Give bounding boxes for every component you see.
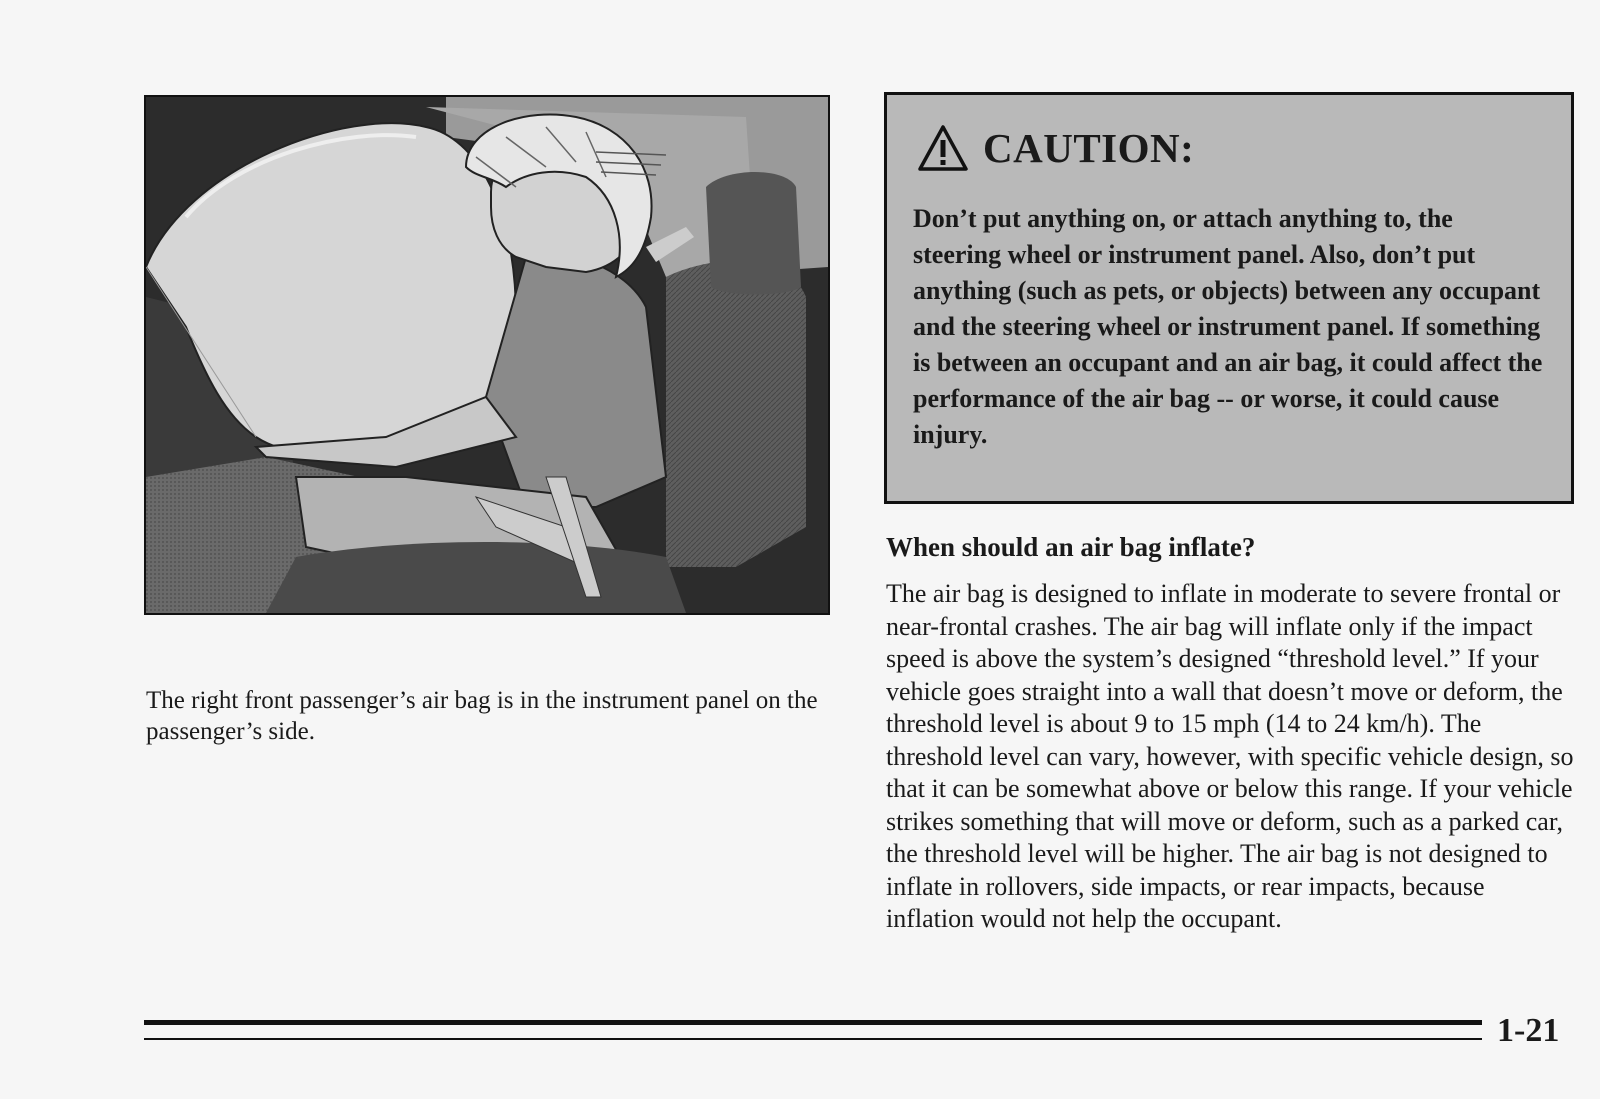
figure-caption: The right front passenger’s air bag is in the instrument panel on the passenger’s side. (146, 687, 818, 745)
caution-title: CAUTION: (983, 125, 1195, 171)
caution-text: Don’t put anything on, or attach anything to, the steering wheel or instrument panel. Also, don’t put anything (such as pets, or objects) between any occupant and the steering wheel or instrument panel. If something is between an occupant and an air bag, it could affect the performance of the air bag -- or worse, it could cause injury. (913, 204, 1543, 449)
warning-triangle-icon (917, 124, 969, 172)
page-number: 1-21 (1497, 1012, 1560, 1049)
footer-rule-thin (144, 1038, 1482, 1040)
caution-heading (913, 117, 1547, 179)
airbag-illustration (144, 95, 830, 615)
section-body: The air bag is designed to inflate in moderate to severe frontal or near-frontal crashes. The air bag will inflate only if the impact speed is above the system’s designed “threshold level.” If your vehicle goes straight into a wall that doesn’t move or deform, the threshold level is about 9 to 15 mph (14 to 24 km/h). The threshold level can vary, however, with specific vehicle design, so that it can be somewhat above or below this range. If your vehicle strikes something that will move or deform, such as a parked car, the threshold level will be higher. The air bag is not designed to inflate in rollovers, side impacts, or rear impacts, because inflation would not help the occupant. (886, 579, 1574, 933)
caution-box (884, 92, 1574, 504)
footer-rule (144, 1020, 1482, 1025)
section-heading: When should an air bag inflate? (886, 532, 1256, 562)
